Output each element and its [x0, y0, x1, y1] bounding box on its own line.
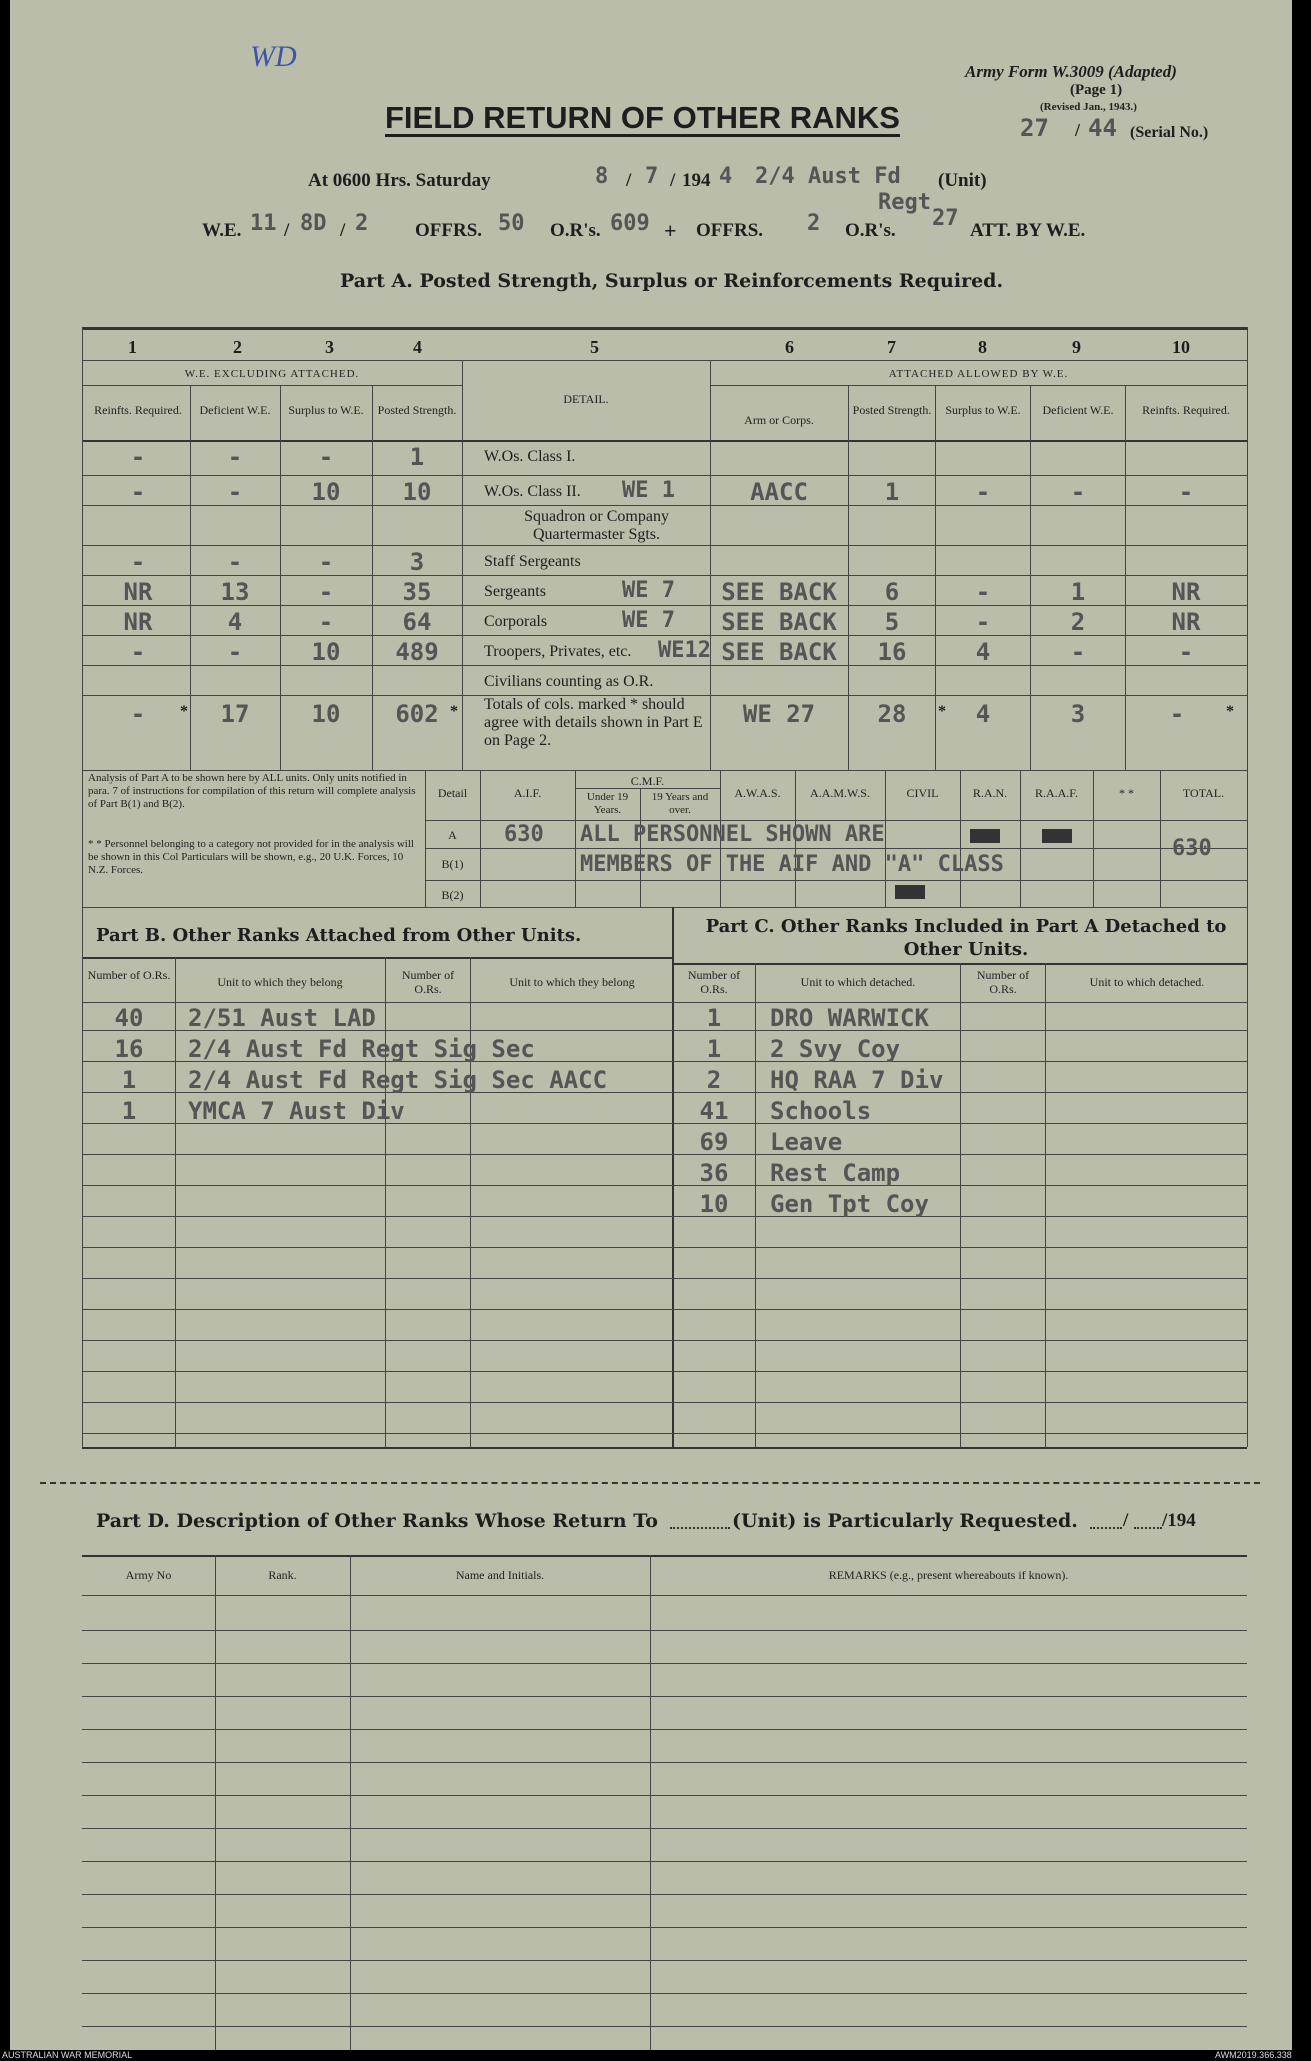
analysis-total-header: TOTAL. — [1182, 786, 1225, 800]
row-detail-6: Corporals — [484, 613, 548, 630]
footer-accession: AWM2019.366.338 — [1215, 2050, 1292, 2060]
year-digit: 4 — [719, 164, 733, 189]
ors-value: 609 — [610, 211, 650, 236]
row-detail-5: Sergeants — [484, 583, 546, 600]
row-1-c3: - — [318, 443, 334, 471]
wd-handwritten-mark: WD — [250, 40, 297, 73]
row-7-c8: 4 — [975, 638, 991, 666]
page-title: FIELD RETURN OF OTHER RANKS — [385, 100, 900, 135]
row-7-c6: SEE BACK — [721, 638, 837, 666]
part-b-num-2: 16 — [114, 1035, 144, 1063]
row-2-c4: 10 — [402, 478, 432, 506]
part-d-title-a: Part D. Description of Other Ranks Whose Return To — [96, 1510, 658, 1532]
sub-arm-corps: Arm or Corps. — [744, 413, 814, 427]
part-c-unit-6: Rest Camp — [770, 1159, 901, 1187]
row-4-c3: - — [318, 548, 334, 576]
row-6-c3: - — [318, 608, 334, 636]
sub-posted-strength-att: Posted Strength. — [852, 403, 932, 417]
total-c6: WE 27 — [742, 700, 816, 728]
col-num-3: 3 — [325, 337, 334, 357]
we-c: 2 — [355, 211, 369, 236]
row-6-c4: 64 — [402, 608, 432, 636]
part-c-num-header-2: Number of O.Rs. — [976, 968, 1030, 996]
row-1-c1: - — [130, 443, 146, 471]
row-6-c7: 5 — [884, 608, 900, 636]
part-c-title: Part C. Other Ranks Included in Part A Detached to Other Units. — [705, 916, 1227, 960]
part-b-unit-2: 2/4 Aust Fd Regt Sig Sec — [188, 1035, 535, 1063]
row-1-c2: - — [227, 443, 243, 471]
row-5-c8: - — [975, 578, 991, 606]
sub-deficient-att: Deficient W.E. — [1042, 403, 1114, 417]
we-excluding-attached: W.E. EXCLUDING ATTACHED. — [184, 368, 360, 380]
we-b: 8D — [300, 211, 327, 236]
offrs-label: OFFRS. — [415, 220, 483, 241]
part-c-unit-5: Leave — [770, 1128, 843, 1156]
part-a-title: Part A. Posted Strength, Surplus or Reinforcements Required. — [340, 270, 1004, 292]
part-b-num-1: 40 — [114, 1004, 144, 1032]
row-6-c8: - — [975, 608, 991, 636]
part-b-unit-header-1: Unit to which they belong — [217, 975, 343, 989]
part-c-num-2: 1 — [706, 1035, 722, 1063]
row-we-7: WE12 — [658, 638, 711, 663]
redaction-block-civil — [895, 884, 925, 903]
revised-date: (Revised Jan., 1943.) — [1040, 101, 1137, 113]
ors2-value: 27 — [932, 206, 959, 231]
part-c-unit-2: 2 Svy Coy — [770, 1035, 901, 1063]
col-num-5: 5 — [590, 337, 599, 357]
footer-credit: AUSTRALIAN WAR MEMORIAL — [2, 2050, 133, 2060]
col-num-7: 7 — [887, 337, 896, 357]
row-detail-2: W.Os. Class II. — [484, 483, 581, 500]
part-c-num-7: 10 — [699, 1190, 729, 1218]
part-c-unit-1: DRO WARWICK — [770, 1004, 929, 1032]
col-num-8: 8 — [978, 337, 987, 357]
row-detail-8: Civilians counting as O.R. — [484, 673, 654, 690]
col-num-1: 1 — [128, 337, 137, 357]
row-6-c2: 4 — [227, 608, 243, 636]
row-2-c1: - — [130, 478, 146, 506]
total-star-10: * — [1226, 703, 1234, 720]
row-2-c2: - — [227, 478, 243, 506]
row-7-c4: 489 — [395, 638, 439, 666]
redaction-block-ran — [970, 828, 1000, 847]
analysis-aif-value: 630 — [504, 822, 544, 847]
row-4-c4: 3 — [409, 548, 425, 576]
row-4-c1: - — [130, 548, 146, 576]
part-b-unit-1: 2/51 Aust LAD — [188, 1004, 376, 1032]
attached-allowed-by-we: ATTACHED ALLOWED BY W.E. — [888, 368, 1069, 380]
row-6-c1: NR — [123, 608, 153, 636]
perforation-line — [40, 1482, 1260, 1484]
total-c2: 17 — [220, 700, 250, 728]
part-c-unit-7: Gen Tpt Coy — [770, 1190, 929, 1218]
row-5-c3: - — [318, 578, 334, 606]
row-2-c3: 10 — [311, 478, 341, 506]
regt-text: Regt — [878, 190, 931, 215]
row-7-c9: - — [1070, 638, 1086, 666]
serial-label: (Serial No.) — [1130, 124, 1209, 141]
row-5-c1: NR — [123, 578, 153, 606]
part-b-unit-4: YMCA 7 Aust Div — [188, 1097, 405, 1125]
sub-posted-strength: Posted Strength. — [377, 403, 457, 417]
total-c8: 4 — [975, 700, 991, 728]
at-hours-label: At 0600 Hrs. Saturday — [308, 170, 491, 191]
part-c-unit-3: HQ RAA 7 Div — [770, 1066, 944, 1094]
row-we-2: WE 1 — [622, 478, 675, 503]
date-day: 8 — [595, 164, 609, 189]
total-c7: 28 — [877, 700, 907, 728]
col-num-4: 4 — [413, 337, 422, 357]
sub-surplus-we: Surplus to W.E. — [288, 403, 364, 417]
row-2-c8: - — [975, 478, 991, 506]
analysis-note-line-2: MEMBERS OF THE AIF AND "A" CLASS — [580, 852, 1004, 877]
part-c-unit-header-1: Unit to which detached. — [800, 975, 916, 989]
part-c-num-header-1: Number of O.Rs. — [687, 968, 741, 996]
row-2-c7: 1 — [884, 478, 900, 506]
sub-reinfts-att: Reinfts. Required. — [1142, 403, 1230, 417]
part-d-title-c: / — [1123, 1510, 1129, 1531]
analysis-other-header: * * — [1119, 786, 1134, 800]
serial-b: 44 — [1088, 114, 1117, 142]
row-5-c6: SEE BACK — [721, 578, 837, 606]
row-detail-7: Troopers, Privates, etc. — [484, 643, 632, 660]
analysis-note-2: * * Personnel belonging to a category not provided for in the analysis will be shown in this Col Particulars will be shown, e.g., 20 U.K. Forces, 10 N.Z. Forces. — [88, 838, 414, 876]
row-2-c10: - — [1178, 478, 1194, 506]
detail-header: DETAIL. — [563, 392, 609, 406]
analysis-aif-header: A.I.F. — [513, 786, 542, 800]
row-we-6: WE 7 — [622, 608, 675, 633]
total-c9: 3 — [1070, 700, 1086, 728]
part-b-unit-header-2: Unit to which they belong — [509, 975, 635, 989]
unit-label: (Unit) — [938, 170, 987, 191]
total-star-4: * — [450, 703, 458, 720]
part-d-army-no-header: Army No — [125, 1568, 172, 1582]
row-6-c6: SEE BACK — [721, 608, 837, 636]
ors-label: O.R's. — [550, 220, 601, 241]
analysis-detail-header: Detail — [437, 786, 468, 800]
total-c4: 602 — [395, 700, 439, 728]
row-2-c6: AACC — [750, 478, 808, 506]
row-2-c9: - — [1070, 478, 1086, 506]
part-c-num-5: 69 — [699, 1128, 729, 1156]
row-7-c1: - — [130, 638, 146, 666]
offrs2-value: 2 — [807, 211, 821, 236]
part-d-title-d: /194 — [1162, 1510, 1196, 1531]
col-num-6: 6 — [785, 337, 794, 357]
sub-surplus-att: Surplus to W.E. — [945, 403, 1021, 417]
att-by-we-label: ATT. BY W.E. — [970, 220, 1086, 241]
row-we-5: WE 7 — [622, 578, 675, 603]
analysis-raaf-header: R.A.A.F. — [1034, 786, 1079, 800]
row-5-c4: 35 — [402, 578, 432, 606]
analysis-over-19: 19 Years and over. — [651, 791, 709, 816]
form-sheet: WD Army Form W.3009 (Adapted) (Page 1) (Revised Jan., 1943.) 27 / 44 (Serial No.) FIELD RETURN OF OTHER RANKS At 0600 Hrs. Saturday 8 / 7 / 194 4 2/4 Aust Fd (Unit) Regt W.E. 11 / 8D / 2 OFFRS. 50 O.R's. 609 + OFFRS. 2 O.R's. 27 ATT. BY W.E. Part A. Posted Strength, Surplus or Reinforcements Required. 1 2 3 4 5 6 7 8 9 10 W.E. EXCLUDING ATTACHED. ATTACHED ALLOWED BY W.E. DETAIL. Reinfts. Required. Deficient W.E. Surplus to W.E. Posted Strength. Arm or Corps. Posted Strength. Surplus to W.E. Deficient W.E. Reinfts. Required. W.Os. Class I. - - - 1 W.Os. Class II. WE 1 - - 10 10 AACC 1 - - - Squadron or Company Quartermaster Sgts. Staff Sergeants - - - 3 Sergeants WE 7 NR 13 - 35 SEE BACK 6 - 1 NR Corporals WE 7 NR 4 - 64 SEE BACK 5 - 2 NR Troopers, Privates, etc. WE12 - - 10 489 SEE BACK 16 4 - - Civilians counting as O.R. - * 17 10 602 * Totals of cols. marked * should agree with details shown in Part E on Page 2. WE 27 28 * 4 3 - * Analysis of Part A to be shown here by ALL units. Only units notified in para. 7 of instructions for compilation of this return will complete analysis of Part B(1) and B(2). * * Personnel belonging to a category not provided for in the analysis will be shown in this Col Particulars will be shown, e.g., 20 U.K. Forces, 10 N.Z. Forces. Detail A.I.F. C.M.F. Under 19 Years. 19 Years and over. A.W.A.S. A.A.M.W.S. CIVIL R.A.N. R.A.A.F. * * TOTAL. A B(1) B(2) 630 ALL PERSONNEL SHOWN ARE MEMBERS OF THE AIF AND "A" CLASS 630 Part B. Other Ranks Attached from Other Units. Part C. Other Ranks Included in Part A Detached to Other Units. Number of O.Rs. Unit to which they belong Number of O.Rs. Unit to which they belong Number of O.Rs. Unit to which detached. Number of O.Rs. Unit to which detached. 40 2/51 Aust LAD 16 2/4 Aust Fd Regt Sig Sec 1 2/4 Aust Fd Regt Sig Sec AACC 1 YMCA 7 Aust Div 1 DRO WARWICK 1 2 Svy Coy 2 HQ RAA 7 Div 41 Schools 69 Leave 36 Rest Camp 10 Gen Tpt Coy Part D. Description of Other Ranks Whose Return To (Unit) is Particularly Requested. / /194 Army No Rank. Name and Initials. REMARKS (e.g., present whereabouts if known). — [10, 0, 1292, 2050]
serial-a: 27 — [1020, 114, 1049, 142]
analysis-civil-header: CIVIL — [906, 786, 939, 800]
year-prefix: 194 — [682, 170, 711, 191]
analysis-row-b2: B(2) — [441, 888, 464, 902]
analysis-total-value: 630 — [1172, 836, 1212, 861]
row-5-c10: NR — [1171, 578, 1201, 606]
page-number: (Page 1) — [1070, 82, 1123, 98]
sub-deficient-we: Deficient W.E. — [199, 403, 271, 417]
part-b-unit-3: 2/4 Aust Fd Regt Sig Sec AACC — [188, 1066, 608, 1094]
analysis-note-line-1: ALL PERSONNEL SHOWN ARE — [580, 822, 885, 847]
row-6-c9: 2 — [1070, 608, 1086, 636]
analysis-cmf-header: C.M.F. — [630, 774, 665, 788]
part-d-rank-header: Rank. — [268, 1568, 297, 1582]
part-b-title: Part B. Other Ranks Attached from Other Units. — [96, 925, 582, 946]
totals-detail: Totals of cols. marked * should agree with details shown in Part E on Page 2. — [484, 696, 703, 749]
analysis-note-1: Analysis of Part A to be shown here by ALL units. Only units notified in para. 7 of instructions for compilation of this return will complete analysis of Part B(1) and B(2). — [88, 772, 416, 810]
col-num-2: 2 — [233, 337, 242, 357]
analysis-under-19: Under 19 Years. — [586, 791, 629, 816]
offrs-value: 50 — [498, 211, 525, 236]
sub-reinfts-required: Reinfts. Required. — [94, 403, 182, 417]
analysis-aamws-header: A.A.M.W.S. — [810, 786, 870, 800]
redaction-block-raaf — [1042, 828, 1072, 847]
total-star-7: * — [938, 703, 946, 720]
part-c-num-4: 41 — [699, 1097, 729, 1125]
offrs2-label: OFFRS. — [696, 220, 764, 241]
part-c-num-3: 2 — [706, 1066, 722, 1094]
total-c3: 10 — [311, 700, 341, 728]
part-d-remarks-header: REMARKS (e.g., present whereabouts if known). — [828, 1568, 1069, 1582]
row-detail-3: Squadron or Company Quartermaster Sgts. — [524, 508, 669, 543]
date-month: 7 — [645, 164, 659, 189]
part-b-num-4: 1 — [121, 1097, 137, 1125]
row-7-c3: 10 — [311, 638, 341, 666]
army-form-label: Army Form W.3009 (Adapted) — [965, 62, 1177, 81]
analysis-awas-header: A.W.A.S. — [734, 786, 781, 800]
part-d-name-header: Name and Initials. — [455, 1568, 545, 1582]
row-7-c7: 16 — [877, 638, 907, 666]
row-1-c4: 1 — [409, 443, 425, 471]
row-detail-1: W.Os. Class I. — [484, 448, 576, 465]
part-c-unit-4: Schools — [770, 1097, 872, 1125]
row-5-c2: 13 — [220, 578, 250, 606]
part-b-num-header-2: Number of O.Rs. — [401, 968, 455, 996]
total-c1: - — [130, 700, 146, 728]
part-c-num-6: 36 — [699, 1159, 729, 1187]
plus-sign: + — [664, 218, 677, 243]
part-b-num-header-1: Number of O.Rs. — [87, 968, 171, 982]
part-b-num-3: 1 — [121, 1066, 137, 1094]
row-5-c7: 6 — [884, 578, 900, 606]
analysis-ran-header: R.A.N. — [972, 786, 1008, 800]
ors2-label: O.R's. — [845, 220, 896, 241]
part-c-unit-header-2: Unit to which detached. — [1089, 975, 1205, 989]
col-num-10: 10 — [1172, 337, 1190, 357]
col-num-9: 9 — [1072, 337, 1081, 357]
unit-name: 2/4 Aust Fd — [755, 164, 901, 189]
analysis-row-a: A — [448, 828, 457, 842]
row-5-c9: 1 — [1070, 578, 1086, 606]
row-7-c2: - — [227, 638, 243, 666]
row-detail-4: Staff Sergeants — [484, 553, 581, 570]
part-c-num-1: 1 — [706, 1004, 722, 1032]
row-7-c10: - — [1178, 638, 1194, 666]
row-4-c2: - — [227, 548, 243, 576]
we-label: W.E. — [202, 220, 242, 241]
part-d-title-b: (Unit) is Particularly Requested. — [732, 1510, 1078, 1532]
analysis-row-b1: B(1) — [441, 857, 464, 871]
row-6-c10: NR — [1171, 608, 1201, 636]
total-c10: - — [1169, 700, 1185, 728]
total-star-1: * — [180, 703, 188, 720]
we-a: 11 — [250, 211, 277, 236]
